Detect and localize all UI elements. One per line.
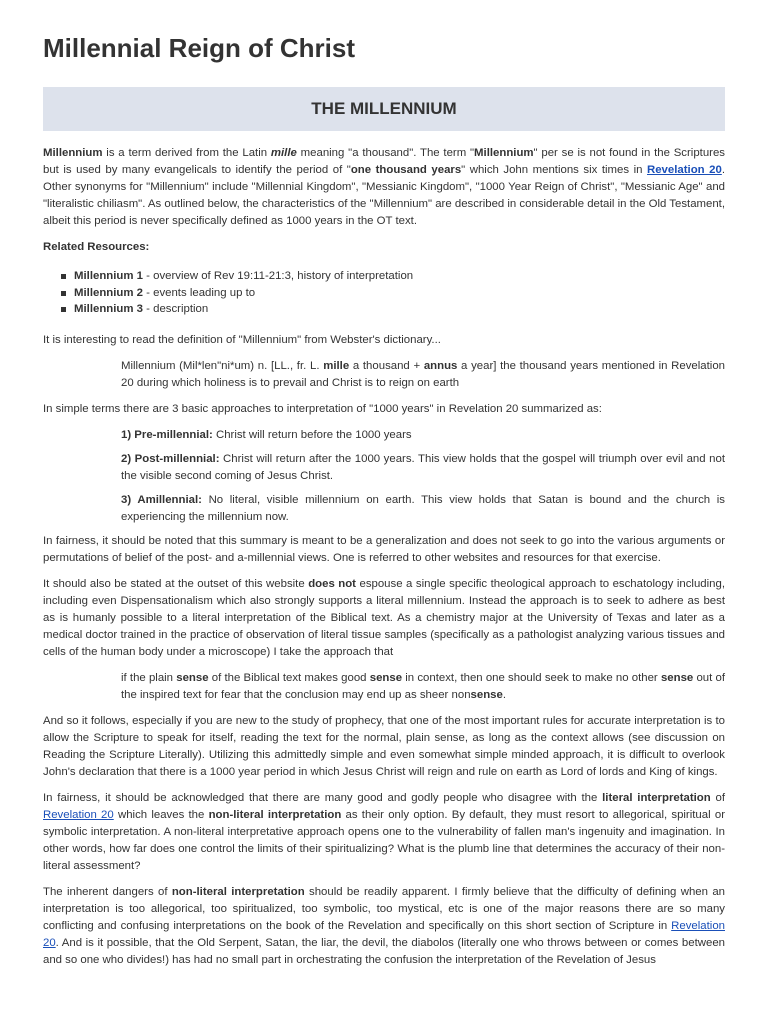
text: should be readily apparent. I firmly believe that the difficulty of defining when an interpretation is too allegorical, too spiritualized, too symbolic, too mystical, etc is one of the major reasons there are so many conflicting and confusing interpretations on the book of the Revelation and specifically on this short section of Scripture in xyxy=(43,885,725,932)
text: which leaves the xyxy=(113,808,209,821)
approach-item xyxy=(121,427,725,444)
text: Christ will return before the 1000 years xyxy=(212,428,412,441)
text: . Other synonyms for "Millennium" include "Millennial Kingdom", "Messianic Kingdom", "1000 Year Reign of Christ", "Messianic Age" and "literalistic chiliasm". As outlined below, the characteristics of the "Millennium" are described in considerable detail in the Old Testament, albeit this period is never specifically defined as 1000 years in the OT text. xyxy=(43,164,726,227)
related-resources-heading xyxy=(43,239,725,256)
list-item xyxy=(43,268,725,285)
approach-item xyxy=(121,492,725,526)
text: " which John mentions six times in xyxy=(461,164,647,176)
text: . xyxy=(502,688,507,701)
heading-text: Related Resources: xyxy=(43,241,150,253)
text: Millennium (Mil*len"ni*um) n. [LL., fr. L. xyxy=(121,359,324,372)
fairness-paragraph-2 xyxy=(43,790,725,875)
term-bold: sense xyxy=(660,671,694,684)
term-bold: sense xyxy=(176,671,209,684)
approach-item xyxy=(121,451,725,485)
term-italic: mille xyxy=(270,147,297,159)
follows-paragraph: And so it follows, especially if you are new to the study of prophecy, that one of the most important rules for accurate interpretation is to allow the Scripture to speak for itself, reading the text for the normal, plain sense, as long as the context allows (see discussion on Reading the Scripture Literally). Utilizing this admittedly simple and even somewhat simple minded approach, it is difficult to overlook John's declaration that there is a 1000 year period in which Jesus Christ will reign and rule on earth as Lord of lords and King of kings. xyxy=(43,714,725,778)
text: In fairness, it should be acknowledged that there are many good and godly people who disagree with the xyxy=(43,791,603,804)
webster-intro: It is interesting to read the definition of "Millennium" from Webster's dictionary... xyxy=(43,333,441,346)
text: as their only option. By default, they must resort to allegorical, spiritual or symbolic interpretation. A non-literal interpretative approach opens one to the vulnerability of fallen man's ingenuity and imagination. In other words, how far does one control the limits of their spiritualizing? What is the plumb line that determines the accuracy of their non-literal assessment? xyxy=(43,808,725,872)
term-bold: one thousand years xyxy=(350,164,462,176)
term-bold: sense xyxy=(369,671,403,684)
revelation-20-link[interactable]: Revelation 20 xyxy=(43,919,725,949)
text: " per se is not found in the Scriptures but is used by many evangelicals to identify the period of " xyxy=(43,147,725,176)
term-bold: Millennium xyxy=(43,147,103,159)
intro-paragraph xyxy=(43,145,725,230)
resource-link-millennium-3[interactable]: Millennium 3 xyxy=(74,303,143,315)
term-bold: does not xyxy=(308,577,356,590)
text: espouse a single specific theological approach to eschatology including, including even Dispensationalism which also strongly supports a literal millennium. Instead the approach is to seek to adhere as best as is humanly possible to a literal interpretation of the Biblical text. As a chemistry major at the University of Texas and later as a medical doctor trained in the practice of observation of literal tissue samples (specifically as a pathologist analyzing various tissues and cells of the human body under a microscope) I take the approach that xyxy=(43,577,725,658)
term-bold: mille xyxy=(323,359,350,372)
term-bold: literal interpretation xyxy=(602,791,711,804)
text: of xyxy=(710,791,726,804)
section-banner: THE MILLENNIUM xyxy=(43,87,725,131)
approach-label: 1) Pre-millennial: xyxy=(121,428,213,441)
approach-statement-paragraph xyxy=(43,576,725,661)
revelation-20-link[interactable]: Revelation 20 xyxy=(647,164,722,176)
resource-link-millennium-1[interactable]: Millennium 1 xyxy=(74,270,143,282)
approach-label: 3) Amillennial: xyxy=(121,493,202,506)
dangers-paragraph xyxy=(43,884,725,969)
term-bold: Millennium xyxy=(474,147,534,159)
resource-link-millennium-2[interactable]: Millennium 2 xyxy=(74,286,143,299)
bullet-icon xyxy=(61,307,66,312)
text: if the plain xyxy=(121,671,177,684)
text: It should also be stated at the outset of this website xyxy=(43,577,309,590)
text: in context, then one should seek to make no other xyxy=(402,671,661,684)
fairness-paragraph-1: In fairness, it should be noted that this summary is meant to be a generalization and does not seek to go into the various arguments or permutations of belief of the post- and a-millennial views. One is referred to other websites and resources for that exercise. xyxy=(43,534,725,564)
text: of the Biblical text makes good xyxy=(208,671,370,684)
text: Christ will return after the 1000 years. This view holds that the gospel will triumph over evil and not the visible second coming of Jesus Christ. xyxy=(121,452,725,482)
text: The inherent dangers of xyxy=(43,885,172,898)
text: - overview of Rev 19:11-21:3, history of interpretation xyxy=(142,270,414,282)
text: No literal, visible millennium on earth. This view holds that Satan is bound and the church is experiencing the millennium now. xyxy=(121,493,725,523)
bullet-icon xyxy=(61,274,66,279)
text: out of the inspired text for fear that the conclusion may end up as sheer non xyxy=(121,671,726,701)
term-bold: non-literal interpretation xyxy=(171,885,305,898)
term-bold: annus xyxy=(423,359,458,372)
text: is a term derived from the Latin xyxy=(102,147,271,159)
approach-label: 2) Post-millennial: xyxy=(121,452,220,465)
term-bold: sense xyxy=(470,688,503,701)
related-resources-list xyxy=(43,268,725,318)
page-title: Millennial Reign of Christ xyxy=(43,33,356,63)
text: - events leading up to xyxy=(142,286,256,299)
text: a thousand + xyxy=(349,359,424,372)
list-item xyxy=(43,285,725,302)
text: - description xyxy=(142,303,209,315)
text: . And is it possible, that the Old Serpent, Satan, the liar, the devil, the diabolos (literally one who throws between or comes between and so one who divides!) has had no small part in orchestrating the confusion the interpretation of the Revelation of Jesus xyxy=(43,936,725,966)
text: meaning "a thousand". The term " xyxy=(296,147,475,159)
definition-quote xyxy=(121,358,725,392)
sense-quote xyxy=(121,670,725,704)
revelation-20-link[interactable]: Revelation 20 xyxy=(43,808,114,821)
text: a year] the thousand years mentioned in Revelation 20 during which holiness is to prevail and Christ is to reign on earth xyxy=(121,359,726,389)
term-bold: non-literal interpretation xyxy=(208,808,342,821)
list-item xyxy=(43,301,725,318)
approaches-intro: In simple terms there are 3 basic approaches to interpretation of "1000 years" in Revelation 20 summarized as: xyxy=(43,402,602,415)
bullet-icon xyxy=(61,291,66,296)
